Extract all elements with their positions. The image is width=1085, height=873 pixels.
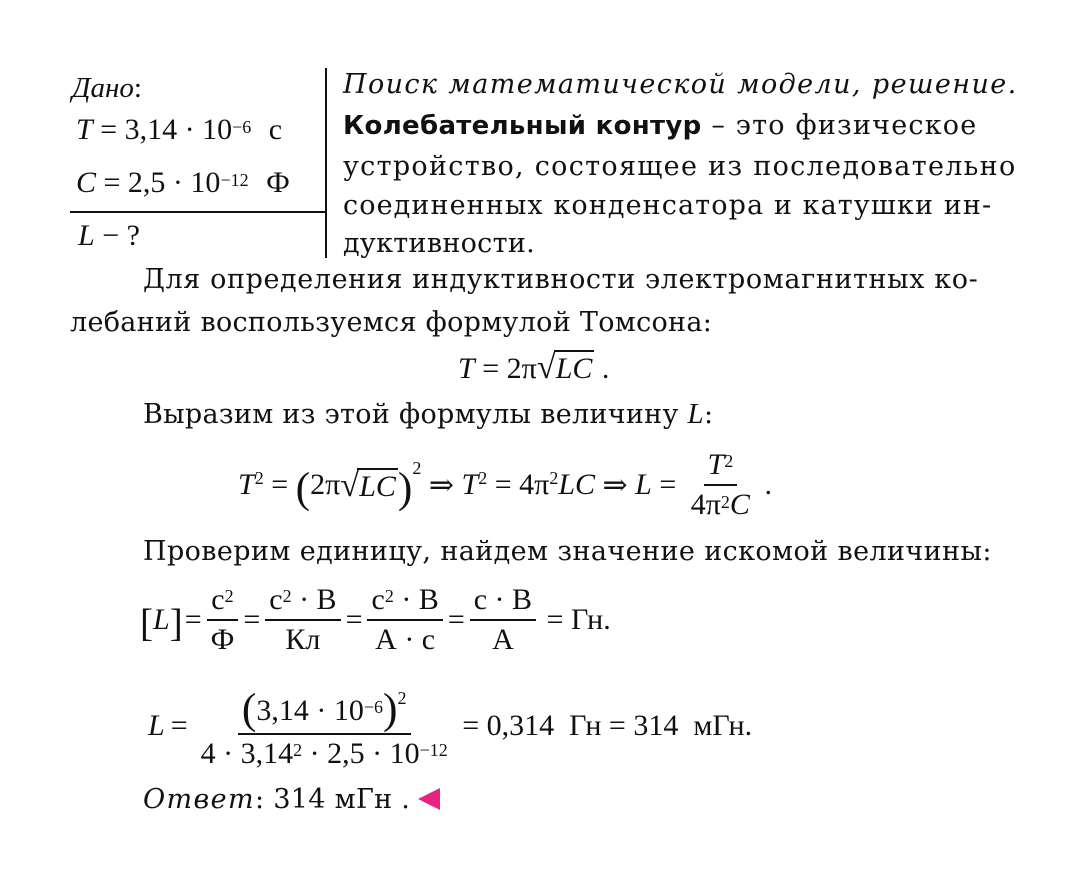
intro-line-2: устройство, состоящее из последовательно xyxy=(343,151,1017,182)
calc-num-exp: −6 xyxy=(363,697,383,718)
end-of-solution-marker-icon xyxy=(418,788,440,810)
deriv-open-paren: ( xyxy=(295,464,311,512)
intro-italic-line: Поиск математической модели, решение. xyxy=(343,69,1018,100)
given-heading xyxy=(72,70,142,105)
units-frac-2: $\frac{с^2 \cdot В}{Кл}$ xyxy=(265,583,340,658)
deriv-lc: LC xyxy=(558,468,596,501)
calc-den-a: 4 · 3,14 xyxy=(200,736,294,770)
given-period xyxy=(76,113,282,147)
answer xyxy=(143,784,440,815)
deriv-twopi: 2π xyxy=(310,468,341,501)
calc-den-exp: −12 xyxy=(419,740,448,761)
deriv-t: T xyxy=(238,468,255,501)
given-heading-colon: : xyxy=(133,72,142,104)
units-frac-4 xyxy=(470,583,536,658)
given-period-value: = 3,14 · 10 xyxy=(100,113,233,146)
deriv-frac-num: T xyxy=(707,447,725,481)
calc-num-pow: 2 xyxy=(397,687,407,708)
deriv-t2: T xyxy=(461,468,479,501)
given-capacitance-value: = 2,5 · 10 xyxy=(103,166,221,199)
deriv-t-pow: 2 xyxy=(254,468,264,489)
sqrt-sign: √ xyxy=(536,348,556,386)
deriv-pi-pow: 2 xyxy=(549,468,559,489)
formula-units: [ L ] = $\frac{с^2}{Ф}$ = $\frac{с^2 \cdot В}{Кл}$ = $\frac{с^2 \cdot В}{А \cdot с}$ = $\frac{с \cdot В}{А}$ = Гн. xyxy=(140,582,611,656)
given-capacitance-unit: Ф xyxy=(266,166,290,199)
units-f4-den: А xyxy=(492,623,514,656)
given-period-exponent: −6 xyxy=(232,116,252,137)
deriv-4pi: = 4π xyxy=(487,468,550,501)
deriv-frac-den-pow: 2 xyxy=(720,491,730,512)
answer-text: : 314 мГн . xyxy=(255,784,411,815)
given-divider-horizontal xyxy=(70,211,325,213)
given-find-variable: L xyxy=(78,219,95,252)
units-f4-num: с · В xyxy=(470,583,536,622)
calc-den-b: · 2,5 · 10 xyxy=(302,736,420,770)
formula-derivation xyxy=(238,442,772,528)
given-divider-vertical xyxy=(325,68,327,258)
para1-line-1: Для определения индуктивности электромагнитных ко- xyxy=(143,264,979,295)
deriv-eq3: = xyxy=(651,468,684,501)
deriv-radicand: LC xyxy=(359,469,396,503)
units-lhs: L xyxy=(153,603,170,636)
units-f3-den: А · с xyxy=(375,623,436,656)
units-f2-den: Кл xyxy=(285,623,321,656)
sqrt-sign: √ xyxy=(340,465,360,504)
para2-text: Выразим из этой формулы величину xyxy=(143,399,688,430)
intro-line-1 xyxy=(343,110,977,141)
para2-variable: L xyxy=(687,398,704,430)
para2 xyxy=(143,398,713,431)
calc-den-pow: 2 xyxy=(293,740,303,761)
answer-label: Ответ xyxy=(143,784,256,815)
para3: Проверим единицу, найдем значение искомой величины: xyxy=(143,536,992,567)
deriv-implies-1: ⇒ xyxy=(421,468,462,502)
intro-line-3: соединенных конденсатора и катушки ин- xyxy=(343,190,993,221)
calc-lhs: L xyxy=(148,709,165,742)
given-capacitance xyxy=(76,166,290,200)
units-f3-num-b: · В xyxy=(393,582,439,616)
deriv-frac-den-a: 4π xyxy=(690,488,721,521)
calc-fraction: $\frac{(3,14 \cdot 10^{-6})^2}{4 \cdot 3,14^2 \cdot 2,5 \cdot 10^{-12}}$ xyxy=(197,681,452,772)
formula-thomson xyxy=(458,348,609,387)
deriv-close-paren: ) xyxy=(397,464,413,512)
calc-result: = 0,314 Гн = 314 мГн. xyxy=(454,709,753,742)
units-frac-1: $\frac{с^2}{Ф}$ xyxy=(207,583,239,658)
units-f3-num-a: с xyxy=(371,582,385,616)
given-capacitance-symbol: C xyxy=(76,166,97,199)
deriv-paren-pow: 2 xyxy=(412,458,422,479)
deriv-fraction xyxy=(687,448,754,523)
calc-num-a: 3,14 · 10 xyxy=(256,693,364,727)
thomson-eq: = 2π xyxy=(474,352,537,385)
para1-line-2: лебаний воспользуемся формулой Томсона: xyxy=(70,307,713,338)
units-f1-num: с xyxy=(211,582,225,616)
thomson-radicand: LC xyxy=(555,352,593,385)
units-f1-den: Ф xyxy=(210,623,235,656)
deriv-implies-2: ⇒ xyxy=(595,468,636,502)
units-result: = Гн. xyxy=(539,603,611,636)
thomson-lhs: T xyxy=(458,352,475,385)
para2-end: : xyxy=(703,399,714,430)
thomson-end: . xyxy=(594,352,610,385)
given-find xyxy=(78,219,140,253)
formula-calc: L = $\frac{(3,14 \cdot 10^{-6})^2}{4 \cdot 3,14^2 \cdot 2,5 \cdot 10^{-12}}$ = 0,314 Гн = 314 мГн. xyxy=(148,680,752,772)
deriv-t2-pow: 2 xyxy=(478,468,488,489)
intro-line-1-rest: – это физическое xyxy=(701,110,978,141)
units-f2-num-b: · В xyxy=(291,582,337,616)
given-heading-text: Дано xyxy=(72,72,134,104)
deriv-end: . xyxy=(756,468,772,501)
deriv-eq: = xyxy=(263,468,296,501)
given-period-symbol: T xyxy=(76,113,93,146)
deriv-frac-num-pow: 2 xyxy=(724,451,734,472)
given-find-question: − ? xyxy=(94,219,140,252)
given-period-unit: с xyxy=(268,113,283,146)
deriv-frac-den-b: C xyxy=(729,488,750,521)
units-frac-3: $\frac{с^2 \cdot В}{А \cdot с}$ xyxy=(367,583,442,658)
deriv-l: L xyxy=(635,468,652,501)
intro-bold-term: Колебательный контур xyxy=(343,111,702,141)
given-capacitance-exponent: −12 xyxy=(220,169,249,190)
units-f2-num-a: с xyxy=(269,582,283,616)
intro-line-4: дуктивности. xyxy=(343,228,536,259)
